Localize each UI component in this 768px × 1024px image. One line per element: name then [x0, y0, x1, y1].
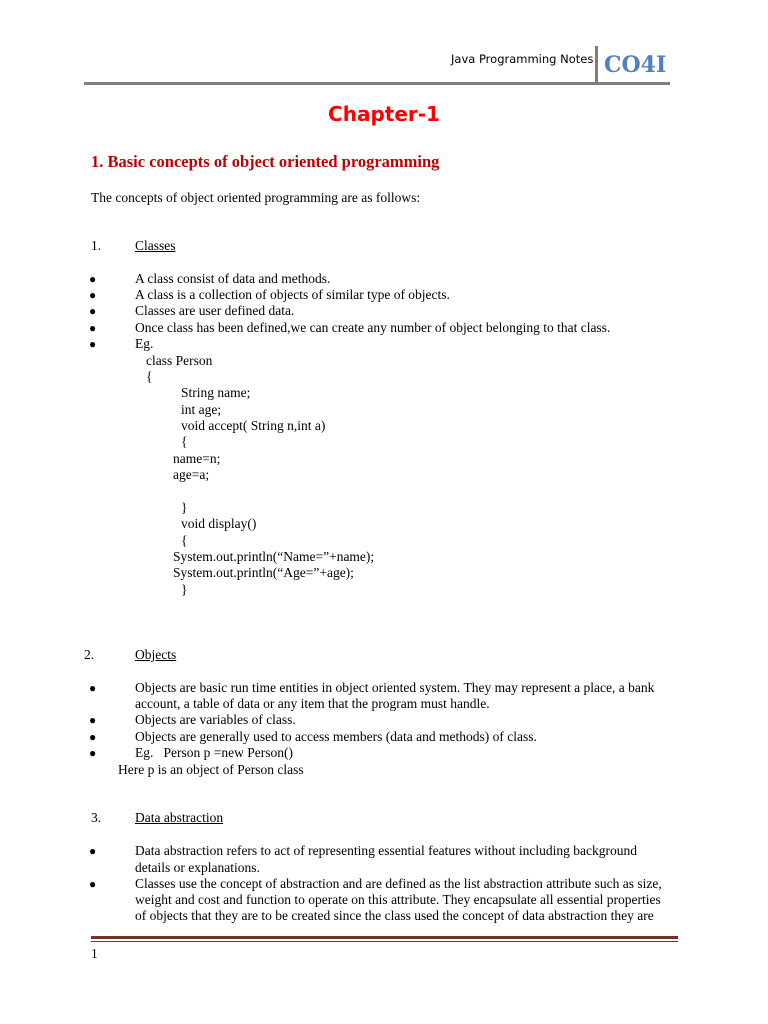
- code-line: age=a;: [173, 467, 210, 482]
- code-line: System.out.println(“Name=”+name);: [173, 549, 375, 564]
- list-item: Data abstraction refers to act of representing essential features without including background: [135, 843, 637, 858]
- code-line: class Person: [146, 353, 213, 368]
- item-title-objects: Objects: [135, 647, 177, 662]
- list-item: A class consist of data and methods.: [135, 271, 331, 286]
- item-number: 1.: [91, 238, 102, 253]
- code-line: System.out.println(“Age=”+age);: [173, 565, 354, 580]
- list-item-continuation: details or explanations.: [135, 860, 260, 875]
- bullet-icon: ●: [89, 713, 97, 727]
- bullet-icon: ●: [89, 746, 97, 760]
- item-title-abstraction: Data abstraction: [135, 810, 224, 825]
- code-line: }: [181, 582, 188, 597]
- list-item: Classes use the concept of abstraction and are defined as the list abstraction attribute such as size,: [135, 876, 662, 891]
- page-number: 1: [91, 946, 98, 961]
- list-item-continuation: of objects that they are to be created since the class used the concept of data abstraction they are: [135, 908, 654, 923]
- bullet-icon: ●: [89, 321, 97, 335]
- list-item-continuation: account, a table of data or any item that the program must handle.: [135, 696, 490, 711]
- bullet-icon: ●: [89, 844, 97, 858]
- item-number: 3.: [91, 810, 102, 825]
- list-item: Objects are basic run time entities in object oriented system. They may represent a place, a bank: [135, 680, 655, 695]
- list-item: Eg.: [135, 336, 154, 351]
- list-item: Classes are user defined data.: [135, 303, 295, 318]
- code-line: {: [181, 533, 188, 548]
- code-line: int age;: [181, 402, 222, 417]
- code-line: void display(): [181, 516, 257, 531]
- section-heading: 1. Basic concepts of object oriented programming: [91, 152, 440, 171]
- list-item-continuation: weight and cost and function to operate on this attribute. They encapsulate all essential properties: [135, 892, 661, 907]
- note-text: Here p is an object of Person class: [118, 762, 304, 777]
- running-header-title: Java Programming Notes: [451, 52, 594, 66]
- header-divider: [595, 46, 598, 84]
- item-title-classes: Classes: [135, 238, 176, 253]
- code-line: String name;: [181, 385, 251, 400]
- bullet-icon: ●: [89, 877, 97, 891]
- code-line: {: [181, 434, 188, 449]
- bullet-icon: ●: [89, 304, 97, 318]
- bullet-icon: ●: [89, 337, 97, 351]
- course-code: CO4I: [604, 52, 667, 78]
- list-item: Objects are variables of class.: [135, 712, 296, 727]
- item-number: 2.: [84, 647, 95, 662]
- list-item: A class is a collection of objects of similar type of objects.: [135, 287, 450, 302]
- list-item: Eg. Person p =new Person(): [135, 745, 293, 760]
- chapter-title: Chapter-1: [328, 102, 440, 126]
- bullet-icon: ●: [89, 272, 97, 286]
- bullet-icon: ●: [89, 730, 97, 744]
- bullet-icon: ●: [89, 288, 97, 302]
- list-item: Once class has been defined,we can create any number of object belonging to that class.: [135, 320, 611, 335]
- bullet-icon: ●: [89, 681, 97, 695]
- code-line: void accept( String n,int a): [181, 418, 326, 433]
- list-item: Objects are generally used to access members (data and methods) of class.: [135, 729, 537, 744]
- code-line: {: [146, 369, 153, 384]
- header-rule: [84, 82, 670, 85]
- code-line: name=n;: [173, 451, 221, 466]
- footer-rule-thin: [91, 941, 678, 942]
- footer-rule: [91, 936, 678, 939]
- code-line: }: [181, 500, 188, 515]
- intro-text: The concepts of object oriented programming are as follows:: [91, 190, 421, 205]
